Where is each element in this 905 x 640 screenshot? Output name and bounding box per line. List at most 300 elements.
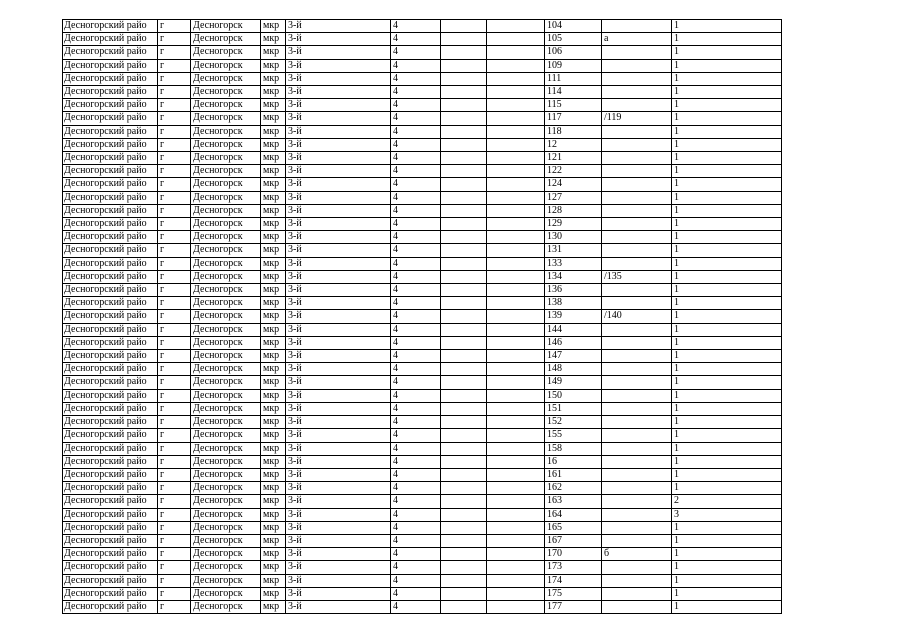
- table-row: [63, 442, 782, 455]
- table-row: [63, 204, 782, 217]
- count-cell: 1: [672, 429, 782, 442]
- count-cell: 1: [672, 46, 782, 59]
- settlement-cell: Десногорск: [191, 297, 261, 310]
- empty-cell-a: [441, 46, 487, 59]
- empty-cell-a: [441, 152, 487, 165]
- empty-cell-b: [487, 138, 545, 151]
- district-cell: Десногорский райо: [63, 178, 158, 191]
- house-number-cell: 150: [545, 389, 602, 402]
- settlement-cell: Десногорск: [191, 270, 261, 283]
- house-suffix-cell: [602, 574, 672, 587]
- table-row: [63, 310, 782, 323]
- table-row: [63, 178, 782, 191]
- settlement-cell: Десногорск: [191, 218, 261, 231]
- area-name-cell: 3-й: [286, 72, 391, 85]
- area-type-cell: мкр: [261, 350, 286, 363]
- settlement-cell: Десногорск: [191, 125, 261, 138]
- code-cell: 4: [391, 416, 441, 429]
- code-cell: 4: [391, 402, 441, 415]
- empty-cell-b: [487, 86, 545, 99]
- settlement-type-cell: г: [158, 402, 191, 415]
- table-row: [63, 323, 782, 336]
- code-cell: 4: [391, 244, 441, 257]
- table-row: [63, 33, 782, 46]
- count-cell: 1: [672, 548, 782, 561]
- house-suffix-cell: [602, 59, 672, 72]
- count-cell: 1: [672, 191, 782, 204]
- house-number-cell: 105: [545, 33, 602, 46]
- count-cell: 1: [672, 587, 782, 600]
- settlement-cell: Десногорск: [191, 33, 261, 46]
- empty-cell-b: [487, 125, 545, 138]
- district-cell: Десногорский райо: [63, 561, 158, 574]
- settlement-type-cell: г: [158, 534, 191, 547]
- empty-cell-b: [487, 257, 545, 270]
- empty-cell-b: [487, 574, 545, 587]
- settlement-type-cell: г: [158, 178, 191, 191]
- count-cell: 1: [672, 138, 782, 151]
- settlement-type-cell: г: [158, 521, 191, 534]
- count-cell: 1: [672, 165, 782, 178]
- house-number-cell: 152: [545, 416, 602, 429]
- house-number-cell: 167: [545, 534, 602, 547]
- empty-cell-a: [441, 218, 487, 231]
- table-row: [63, 72, 782, 85]
- code-cell: 4: [391, 33, 441, 46]
- table-row: [63, 468, 782, 481]
- empty-cell-b: [487, 191, 545, 204]
- area-type-cell: мкр: [261, 495, 286, 508]
- house-suffix-cell: [602, 350, 672, 363]
- table-row: [63, 59, 782, 72]
- settlement-type-cell: г: [158, 495, 191, 508]
- empty-cell-a: [441, 416, 487, 429]
- table-row: [63, 402, 782, 415]
- area-name-cell: 3-й: [286, 270, 391, 283]
- district-cell: Десногорский райо: [63, 244, 158, 257]
- settlement-cell: Десногорск: [191, 521, 261, 534]
- count-cell: 1: [672, 284, 782, 297]
- empty-cell-a: [441, 429, 487, 442]
- settlement-cell: Десногорск: [191, 59, 261, 72]
- settlement-cell: Десногорск: [191, 138, 261, 151]
- area-name-cell: 3-й: [286, 323, 391, 336]
- code-cell: 4: [391, 548, 441, 561]
- area-type-cell: мкр: [261, 429, 286, 442]
- code-cell: 4: [391, 323, 441, 336]
- area-name-cell: 3-й: [286, 336, 391, 349]
- house-number-cell: 130: [545, 231, 602, 244]
- code-cell: 4: [391, 165, 441, 178]
- code-cell: 4: [391, 284, 441, 297]
- code-cell: 4: [391, 376, 441, 389]
- house-number-cell: 147: [545, 350, 602, 363]
- empty-cell-a: [441, 495, 487, 508]
- settlement-cell: Десногорск: [191, 284, 261, 297]
- code-cell: 4: [391, 20, 441, 33]
- district-cell: Десногорский райо: [63, 574, 158, 587]
- area-type-cell: мкр: [261, 257, 286, 270]
- area-type-cell: мкр: [261, 468, 286, 481]
- empty-cell-b: [487, 152, 545, 165]
- table-row: [63, 191, 782, 204]
- district-cell: Десногорский райо: [63, 191, 158, 204]
- house-number-cell: 124: [545, 178, 602, 191]
- empty-cell-b: [487, 442, 545, 455]
- code-cell: 4: [391, 152, 441, 165]
- house-suffix-cell: [602, 204, 672, 217]
- empty-cell-a: [441, 521, 487, 534]
- district-cell: Десногорский райо: [63, 442, 158, 455]
- house-number-cell: 177: [545, 600, 602, 613]
- empty-cell-a: [441, 297, 487, 310]
- count-cell: 1: [672, 178, 782, 191]
- empty-cell-b: [487, 20, 545, 33]
- empty-cell-b: [487, 587, 545, 600]
- house-number-cell: 114: [545, 86, 602, 99]
- area-type-cell: мкр: [261, 297, 286, 310]
- count-cell: 1: [672, 86, 782, 99]
- empty-cell-a: [441, 204, 487, 217]
- house-number-cell: 115: [545, 99, 602, 112]
- table-row: [63, 534, 782, 547]
- house-number-cell: 149: [545, 376, 602, 389]
- area-name-cell: 3-й: [286, 231, 391, 244]
- area-type-cell: мкр: [261, 534, 286, 547]
- empty-cell-a: [441, 86, 487, 99]
- count-cell: 1: [672, 574, 782, 587]
- house-suffix-cell: [602, 429, 672, 442]
- house-suffix-cell: [602, 495, 672, 508]
- empty-cell-a: [441, 561, 487, 574]
- area-type-cell: мкр: [261, 574, 286, 587]
- house-number-cell: 122: [545, 165, 602, 178]
- settlement-type-cell: г: [158, 244, 191, 257]
- area-name-cell: 3-й: [286, 587, 391, 600]
- area-type-cell: мкр: [261, 125, 286, 138]
- settlement-type-cell: г: [158, 204, 191, 217]
- code-cell: 4: [391, 138, 441, 151]
- count-cell: 1: [672, 310, 782, 323]
- table-row: [63, 482, 782, 495]
- house-number-cell: 12: [545, 138, 602, 151]
- house-suffix-cell: [602, 297, 672, 310]
- area-name-cell: 3-й: [286, 86, 391, 99]
- house-suffix-cell: а: [602, 33, 672, 46]
- settlement-cell: Десногорск: [191, 244, 261, 257]
- house-suffix-cell: [602, 244, 672, 257]
- area-type-cell: мкр: [261, 376, 286, 389]
- settlement-type-cell: г: [158, 46, 191, 59]
- code-cell: 4: [391, 336, 441, 349]
- area-type-cell: мкр: [261, 402, 286, 415]
- area-name-cell: 3-й: [286, 574, 391, 587]
- table-row: [63, 99, 782, 112]
- house-number-cell: 104: [545, 20, 602, 33]
- table-row: [63, 587, 782, 600]
- code-cell: 4: [391, 112, 441, 125]
- table-row: [63, 429, 782, 442]
- district-cell: Десногорский райо: [63, 165, 158, 178]
- count-cell: 1: [672, 33, 782, 46]
- house-number-cell: 134: [545, 270, 602, 283]
- settlement-cell: Десногорск: [191, 442, 261, 455]
- count-cell: 1: [672, 455, 782, 468]
- settlement-type-cell: г: [158, 86, 191, 99]
- code-cell: 4: [391, 59, 441, 72]
- settlement-type-cell: г: [158, 125, 191, 138]
- settlement-type-cell: г: [158, 270, 191, 283]
- area-name-cell: 3-й: [286, 244, 391, 257]
- empty-cell-b: [487, 363, 545, 376]
- house-suffix-cell: [602, 20, 672, 33]
- area-name-cell: 3-й: [286, 402, 391, 415]
- area-name-cell: 3-й: [286, 534, 391, 547]
- table-row: [63, 20, 782, 33]
- table-row: [63, 86, 782, 99]
- area-type-cell: мкр: [261, 191, 286, 204]
- empty-cell-b: [487, 455, 545, 468]
- area-type-cell: мкр: [261, 244, 286, 257]
- area-name-cell: 3-й: [286, 165, 391, 178]
- settlement-cell: Десногорск: [191, 468, 261, 481]
- code-cell: 4: [391, 99, 441, 112]
- district-cell: Десногорский райо: [63, 86, 158, 99]
- code-cell: 4: [391, 534, 441, 547]
- code-cell: 4: [391, 429, 441, 442]
- count-cell: 1: [672, 297, 782, 310]
- area-type-cell: мкр: [261, 508, 286, 521]
- empty-cell-b: [487, 59, 545, 72]
- house-number-cell: 151: [545, 402, 602, 415]
- area-name-cell: 3-й: [286, 152, 391, 165]
- table-row: [63, 297, 782, 310]
- settlement-cell: Десногорск: [191, 231, 261, 244]
- district-cell: Десногорский райо: [63, 231, 158, 244]
- house-number-cell: 109: [545, 59, 602, 72]
- district-cell: Десногорский райо: [63, 297, 158, 310]
- house-number-cell: 106: [545, 46, 602, 59]
- settlement-cell: Десногорск: [191, 482, 261, 495]
- house-number-cell: 118: [545, 125, 602, 138]
- empty-cell-b: [487, 178, 545, 191]
- code-cell: 4: [391, 350, 441, 363]
- settlement-type-cell: г: [158, 468, 191, 481]
- empty-cell-a: [441, 165, 487, 178]
- settlement-type-cell: г: [158, 99, 191, 112]
- code-cell: 4: [391, 600, 441, 613]
- code-cell: 4: [391, 191, 441, 204]
- area-type-cell: мкр: [261, 204, 286, 217]
- settlement-type-cell: г: [158, 416, 191, 429]
- area-name-cell: 3-й: [286, 284, 391, 297]
- settlement-type-cell: г: [158, 508, 191, 521]
- area-type-cell: мкр: [261, 138, 286, 151]
- count-cell: 1: [672, 231, 782, 244]
- empty-cell-b: [487, 284, 545, 297]
- empty-cell-b: [487, 468, 545, 481]
- house-suffix-cell: [602, 152, 672, 165]
- area-type-cell: мкр: [261, 587, 286, 600]
- house-number-cell: 136: [545, 284, 602, 297]
- house-suffix-cell: [602, 165, 672, 178]
- empty-cell-a: [441, 125, 487, 138]
- empty-cell-a: [441, 99, 487, 112]
- table-row: [63, 574, 782, 587]
- count-cell: 1: [672, 389, 782, 402]
- settlement-type-cell: г: [158, 363, 191, 376]
- count-cell: 1: [672, 521, 782, 534]
- empty-cell-a: [441, 59, 487, 72]
- code-cell: 4: [391, 455, 441, 468]
- empty-cell-b: [487, 402, 545, 415]
- district-cell: Десногорский райо: [63, 99, 158, 112]
- table-row: [63, 548, 782, 561]
- area-name-cell: 3-й: [286, 112, 391, 125]
- table-row: [63, 600, 782, 613]
- settlement-cell: Десногорск: [191, 402, 261, 415]
- settlement-type-cell: г: [158, 323, 191, 336]
- table-row: [63, 218, 782, 231]
- settlement-cell: Десногорск: [191, 587, 261, 600]
- empty-cell-a: [441, 323, 487, 336]
- house-suffix-cell: [602, 534, 672, 547]
- empty-cell-a: [441, 363, 487, 376]
- settlement-type-cell: г: [158, 20, 191, 33]
- house-suffix-cell: [602, 138, 672, 151]
- count-cell: 1: [672, 600, 782, 613]
- district-cell: Десногорский райо: [63, 548, 158, 561]
- district-cell: Десногорский райо: [63, 534, 158, 547]
- empty-cell-a: [441, 534, 487, 547]
- empty-cell-a: [441, 72, 487, 85]
- area-type-cell: мкр: [261, 46, 286, 59]
- empty-cell-b: [487, 310, 545, 323]
- count-cell: 1: [672, 244, 782, 257]
- settlement-type-cell: г: [158, 442, 191, 455]
- settlement-cell: Десногорск: [191, 534, 261, 547]
- house-suffix-cell: /135: [602, 270, 672, 283]
- district-cell: Десногорский райо: [63, 138, 158, 151]
- empty-cell-b: [487, 389, 545, 402]
- table-row: [63, 112, 782, 125]
- count-cell: 1: [672, 218, 782, 231]
- settlement-type-cell: г: [158, 587, 191, 600]
- area-name-cell: 3-й: [286, 416, 391, 429]
- settlement-cell: Десногорск: [191, 323, 261, 336]
- table-row: [63, 495, 782, 508]
- empty-cell-a: [441, 455, 487, 468]
- table-row: [63, 561, 782, 574]
- house-number-cell: 121: [545, 152, 602, 165]
- settlement-cell: Десногорск: [191, 72, 261, 85]
- empty-cell-b: [487, 561, 545, 574]
- empty-cell-b: [487, 297, 545, 310]
- area-name-cell: 3-й: [286, 350, 391, 363]
- area-name-cell: 3-й: [286, 600, 391, 613]
- empty-cell-a: [441, 376, 487, 389]
- settlement-cell: Десногорск: [191, 389, 261, 402]
- area-type-cell: мкр: [261, 270, 286, 283]
- area-name-cell: 3-й: [286, 138, 391, 151]
- table-row: [63, 508, 782, 521]
- settlement-cell: Десногорск: [191, 204, 261, 217]
- district-cell: Десногорский райо: [63, 389, 158, 402]
- area-name-cell: 3-й: [286, 548, 391, 561]
- code-cell: 4: [391, 587, 441, 600]
- area-type-cell: мкр: [261, 72, 286, 85]
- house-suffix-cell: [602, 46, 672, 59]
- house-number-cell: 127: [545, 191, 602, 204]
- settlement-cell: Десногорск: [191, 495, 261, 508]
- empty-cell-b: [487, 46, 545, 59]
- house-suffix-cell: [602, 416, 672, 429]
- address-table: [62, 19, 782, 614]
- house-suffix-cell: [602, 600, 672, 613]
- settlement-cell: Десногорск: [191, 429, 261, 442]
- area-name-cell: 3-й: [286, 178, 391, 191]
- empty-cell-a: [441, 442, 487, 455]
- empty-cell-b: [487, 495, 545, 508]
- empty-cell-a: [441, 468, 487, 481]
- settlement-cell: Десногорск: [191, 455, 261, 468]
- settlement-type-cell: г: [158, 191, 191, 204]
- district-cell: Десногорский райо: [63, 376, 158, 389]
- house-number-cell: 146: [545, 336, 602, 349]
- empty-cell-a: [441, 270, 487, 283]
- settlement-type-cell: г: [158, 165, 191, 178]
- empty-cell-a: [441, 244, 487, 257]
- district-cell: Десногорский райо: [63, 521, 158, 534]
- district-cell: Десногорский райо: [63, 416, 158, 429]
- empty-cell-b: [487, 270, 545, 283]
- house-suffix-cell: [602, 257, 672, 270]
- empty-cell-a: [441, 231, 487, 244]
- house-number-cell: 170: [545, 548, 602, 561]
- house-number-cell: 139: [545, 310, 602, 323]
- district-cell: Десногорский райо: [63, 482, 158, 495]
- settlement-type-cell: г: [158, 429, 191, 442]
- area-type-cell: мкр: [261, 548, 286, 561]
- house-suffix-cell: б: [602, 548, 672, 561]
- house-suffix-cell: /119: [602, 112, 672, 125]
- house-suffix-cell: [602, 508, 672, 521]
- settlement-type-cell: г: [158, 482, 191, 495]
- empty-cell-a: [441, 587, 487, 600]
- empty-cell-a: [441, 574, 487, 587]
- settlement-cell: Десногорск: [191, 548, 261, 561]
- settlement-type-cell: г: [158, 376, 191, 389]
- empty-cell-b: [487, 231, 545, 244]
- empty-cell-b: [487, 204, 545, 217]
- count-cell: 1: [672, 442, 782, 455]
- settlement-cell: Десногорск: [191, 363, 261, 376]
- settlement-type-cell: г: [158, 561, 191, 574]
- empty-cell-a: [441, 389, 487, 402]
- settlement-cell: Десногорск: [191, 20, 261, 33]
- area-name-cell: 3-й: [286, 125, 391, 138]
- table-row: [63, 244, 782, 257]
- district-cell: Десногорский райо: [63, 363, 158, 376]
- area-name-cell: 3-й: [286, 33, 391, 46]
- area-name-cell: 3-й: [286, 495, 391, 508]
- code-cell: 4: [391, 231, 441, 244]
- district-cell: Десногорский райо: [63, 336, 158, 349]
- settlement-cell: Десногорск: [191, 99, 261, 112]
- code-cell: 4: [391, 561, 441, 574]
- area-type-cell: мкр: [261, 310, 286, 323]
- count-cell: 1: [672, 482, 782, 495]
